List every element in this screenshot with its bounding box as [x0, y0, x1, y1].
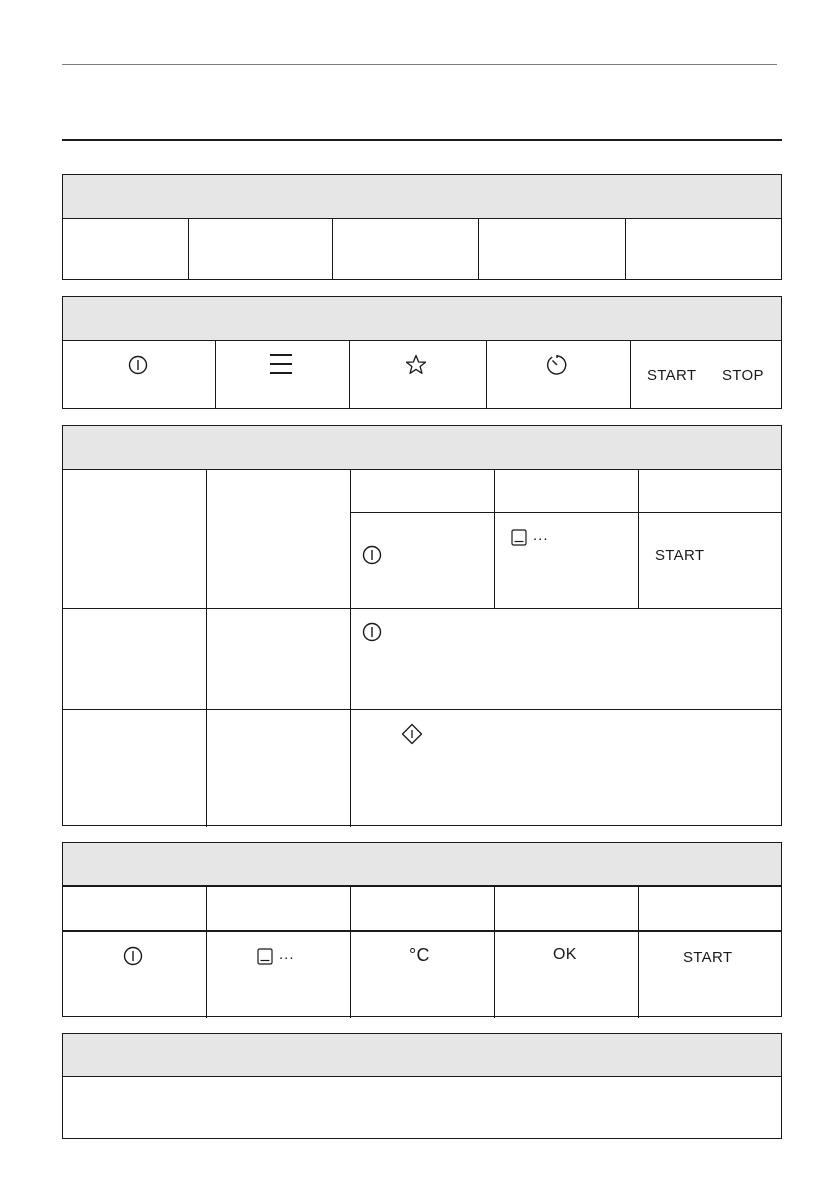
table-3-cell	[63, 710, 207, 827]
table-4-cell	[639, 932, 781, 1018]
table-2-row	[63, 341, 781, 408]
table-3-cell	[351, 710, 781, 827]
table-3-subrow-header	[351, 470, 781, 513]
start-key-label: START	[647, 367, 697, 384]
table-3	[62, 425, 782, 826]
ellipsis: ...	[533, 527, 549, 544]
table-3-cell	[207, 609, 351, 709]
table-1-cell	[333, 219, 479, 279]
table-3-row-3	[63, 710, 781, 827]
diamond-key-icon	[401, 723, 423, 745]
table-2-cell	[216, 341, 350, 408]
stop-key-label: STOP	[722, 367, 764, 384]
table-5	[62, 1033, 782, 1139]
temperature-symbol: °C	[409, 945, 430, 965]
table-4-cell	[63, 887, 207, 930]
table-4-row-header	[63, 886, 781, 931]
table-4-cell	[639, 887, 781, 930]
table-3-cell	[351, 609, 781, 709]
table-3-row-1	[63, 470, 781, 609]
ok-key-label: OK	[553, 946, 577, 963]
oven-function-icon	[257, 948, 273, 965]
table-3-header	[63, 426, 781, 470]
top-rule	[62, 64, 777, 65]
start-key-label: START	[655, 547, 705, 564]
table-1-cell	[189, 219, 333, 279]
power-icon	[362, 545, 382, 565]
table-1-cell	[63, 219, 189, 279]
ellipsis: ...	[279, 946, 295, 963]
table-4	[62, 842, 782, 1017]
table-3-cell	[495, 513, 639, 608]
table-3-cell	[351, 470, 495, 512]
table-3-cell	[639, 470, 781, 512]
table-4-cell	[351, 932, 495, 1018]
table-2	[62, 296, 782, 409]
table-3-subrow-keys	[351, 513, 781, 608]
table-2-header	[63, 297, 781, 341]
table-3-row-2	[63, 609, 781, 710]
table-4-cell	[495, 932, 639, 1018]
table-3-cell	[63, 609, 207, 709]
table-1-cell	[626, 219, 781, 279]
table-4-cell	[207, 932, 351, 1018]
table-1-header	[63, 175, 781, 219]
table-1-row	[63, 219, 781, 279]
table-3-cell	[207, 470, 351, 608]
table-5-header	[63, 1034, 781, 1077]
table-3-cell	[639, 513, 781, 608]
table-3-cell	[351, 513, 495, 608]
table-4-row-keys	[63, 931, 781, 1018]
table-4-header	[63, 843, 781, 886]
table-4-cell	[207, 887, 351, 930]
section-rule	[62, 139, 782, 141]
menu-icon	[269, 353, 293, 375]
table-3-cell	[207, 710, 351, 827]
table-3-cell	[495, 470, 639, 512]
table-2-cell	[631, 341, 781, 408]
table-2-cell	[63, 341, 216, 408]
table-4-cell	[63, 932, 207, 1018]
start-key-label: START	[683, 949, 733, 966]
power-icon	[123, 946, 143, 966]
table-4-cell	[351, 887, 495, 930]
power-icon	[362, 622, 382, 642]
table-1-cell	[479, 219, 626, 279]
star-icon	[405, 354, 427, 375]
power-icon	[128, 355, 148, 375]
table-3-cell	[63, 470, 207, 608]
table-5-body	[63, 1077, 781, 1138]
timer-icon	[546, 354, 568, 376]
table-4-cell	[495, 887, 639, 930]
table-2-cell	[350, 341, 487, 408]
table-2-cell	[487, 341, 631, 408]
oven-function-icon	[511, 529, 527, 546]
table-1	[62, 174, 782, 280]
